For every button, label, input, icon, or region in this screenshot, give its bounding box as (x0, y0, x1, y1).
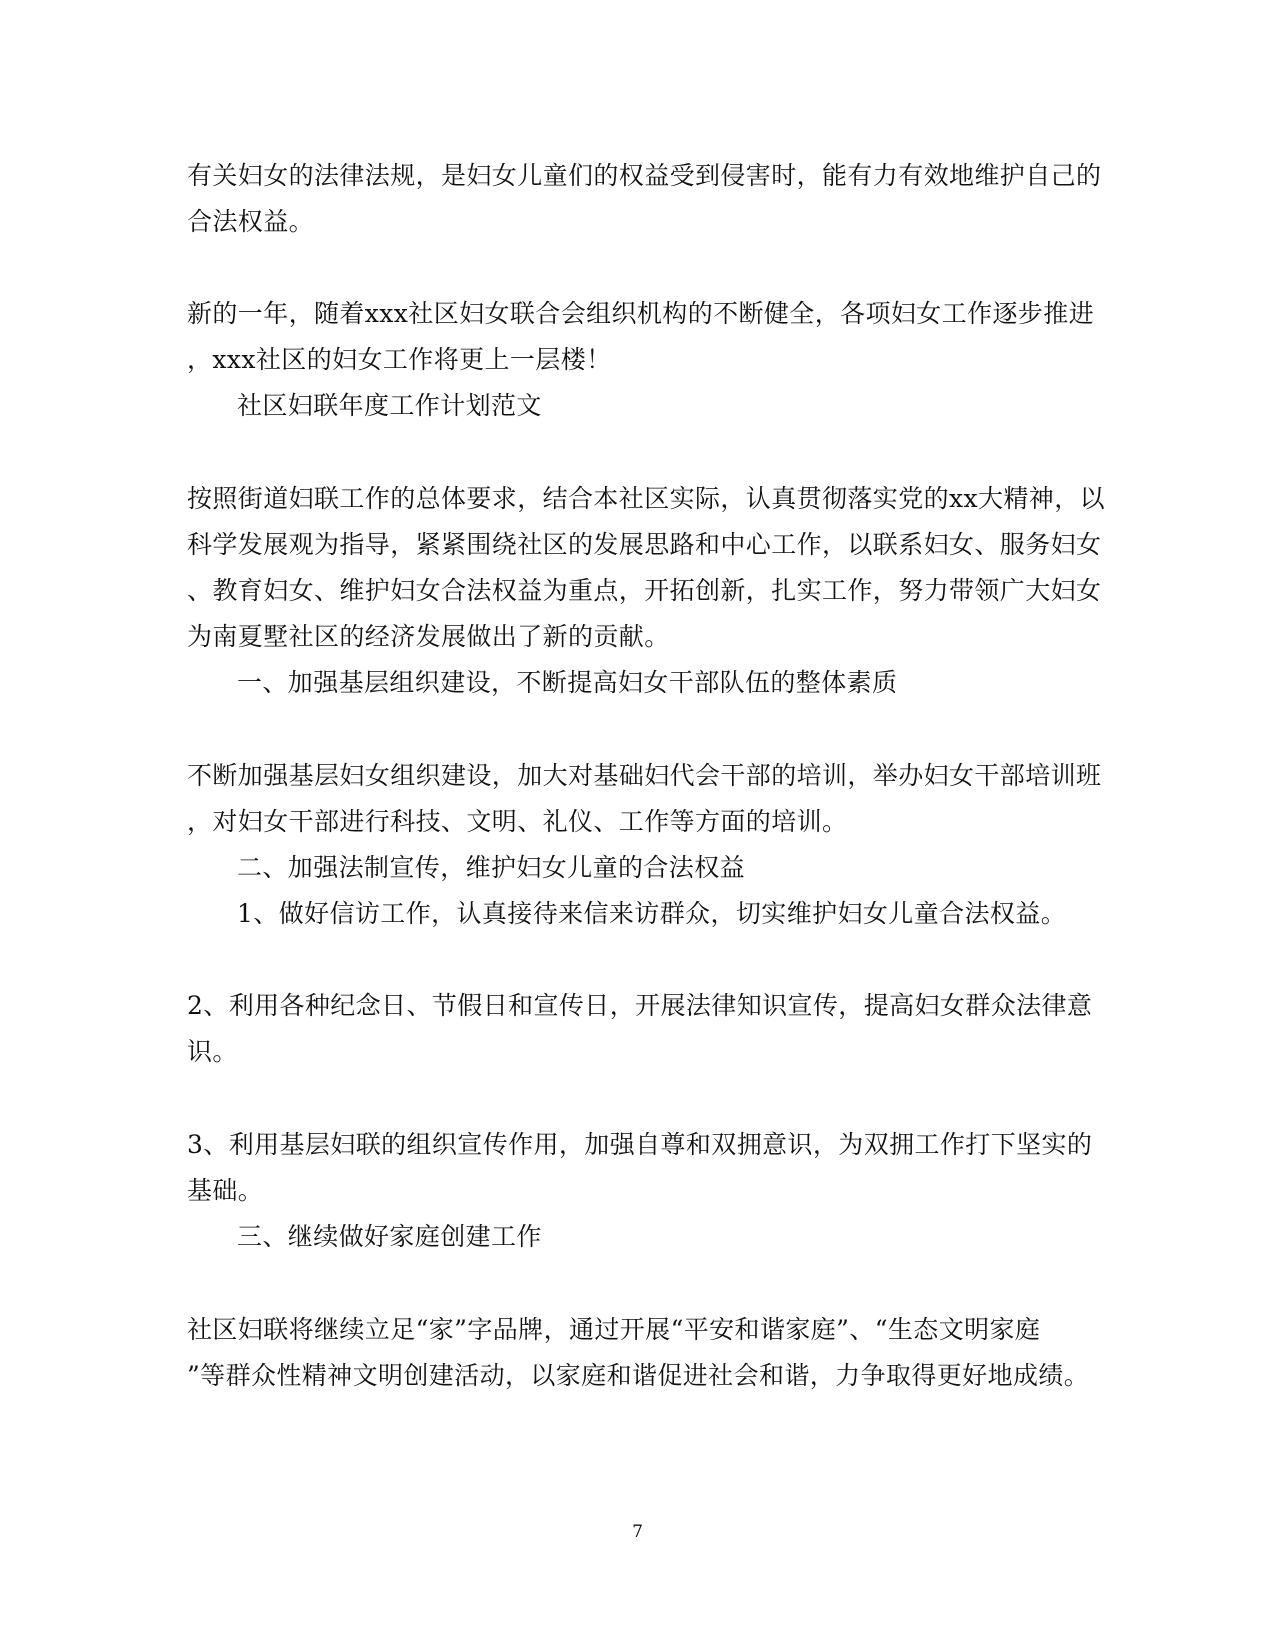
section-title: 社区妇联年度工作计划范文 (237, 391, 542, 420)
body-text-line: ，xxx社区的妇女工作将更上一层楼！ (187, 345, 612, 374)
body-text-line: 不断加强基层妇女组织建设，加大对基础妇代会干部的培训，举办妇女干部培训班 (187, 761, 1102, 790)
body-text-line: 新的一年，随着xxx社区妇女联合会组织机构的不断健全，各项妇女工作逐步推进 (187, 299, 1095, 328)
section-heading: 三、继续做好家庭创建工作 (237, 1222, 542, 1251)
section-heading: 一、加强基层组织建设，不断提高妇女干部队伍的整体素质 (237, 668, 898, 697)
list-item: 1、做好信访工作，认真接待来信来访群众，切实维护妇女儿童合法权益。 (237, 899, 1067, 928)
body-text-line: 识。 (187, 1037, 238, 1066)
list-item: 2、利用各种纪念日、节假日和宣传日，开展法律知识宣传，提高妇女群众法律意 (187, 991, 1093, 1020)
page-number: 7 (632, 1522, 643, 1542)
body-text-line: 有关妇女的法律法规，是妇女儿童们的权益受到侵害时，能有力有效地维护自己的 (187, 161, 1102, 190)
body-text-line: 社区妇联将继续立足“家”字品牌，通过开展“平安和谐家庭”、“生态文明家庭 (187, 1315, 1041, 1344)
list-item: 3、利用基层妇联的组织宣传作用，加强自尊和双拥意识，为双拥工作打下坚实的 (187, 1130, 1093, 1159)
body-text-line: 基础。 (187, 1176, 264, 1205)
body-text-line: ，对妇女干部进行科技、文明、礼仪、工作等方面的培训。 (187, 807, 848, 836)
body-text-line: 科学发展观为指导，紧紧围绕社区的发展思路和中心工作，以联系妇女、服务妇女 (187, 530, 1102, 559)
body-text-line: ”等群众性精神文明创建活动，以家庭和谐促进社会和谐，力争取得更好地成绩。 (187, 1361, 1090, 1390)
body-text-line: 为南夏墅社区的经济发展做出了新的贡献。 (187, 622, 670, 651)
section-heading: 二、加强法制宣传，维护妇女儿童的合法权益 (237, 853, 746, 882)
body-text-line: 合法权益。 (187, 207, 315, 236)
body-text-line: 按照街道妇联工作的总体要求，结合本社区实际，认真贯彻落实党的xx大精神，以 (187, 484, 1106, 513)
body-text-line: 、教育妇女、维护妇女合法权益为重点，开拓创新，扎实工作，努力带领广大妇女 (187, 576, 1102, 605)
